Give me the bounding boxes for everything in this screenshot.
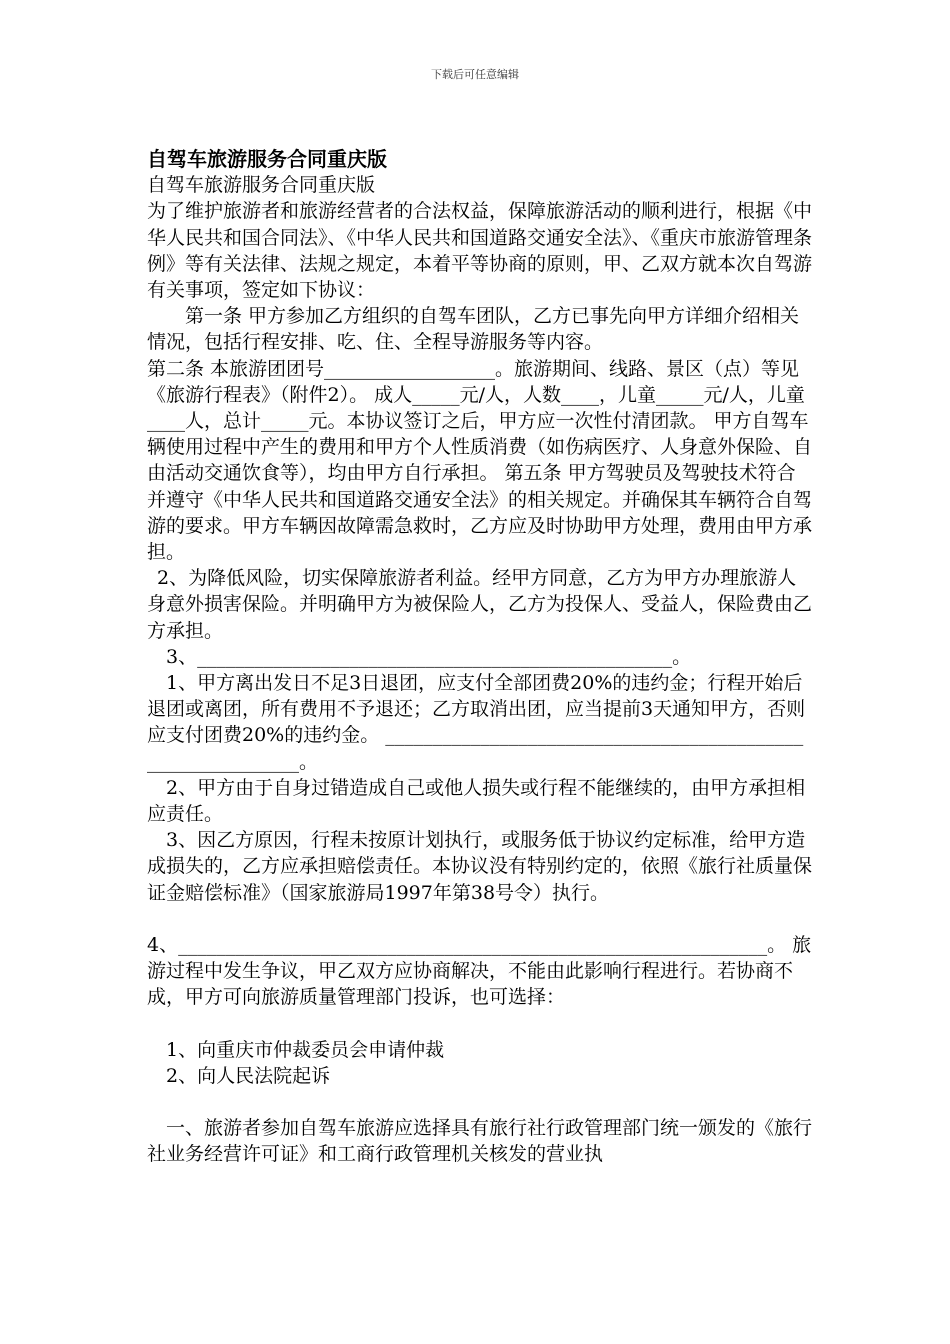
fault-party-b-paragraph: 3、因乙方原因，行程未按原计划执行，或服务低于协议约定标准，给甲方造成损失的，乙方应承担赔偿责任。本协议没有特别约定的，依照《旅行社质量保证金赔偿标准》（国家旅游局1997年第38号令）执行。 [147, 829, 813, 904]
closing-paragraph: 一、旅游者参加自驾车旅游应选择具有旅行社行政管理部门统一颁发的《旅行社业务经营许可证》和工商行政管理机关核发的营业执 [147, 1116, 813, 1166]
item-4-paragraph: 4、______________________________________________________________。 旅游过程中发生争议，甲乙双方应协商解决，不能由此影响行程进行。若协商不成，甲方可向旅游质量管理部门投诉，也可选择： [147, 933, 812, 1009]
spacer [147, 1089, 812, 1115]
option-2-line: 2、向人民法院起诉 [166, 1064, 331, 1087]
document-title: 自驾车旅游服务合同重庆版 [147, 147, 387, 171]
document-subtitle: 自驾车旅游服务合同重庆版 [147, 174, 376, 197]
spacer [147, 906, 812, 932]
article-2-paragraph: 第二条 本旅游团团号__________________。旅游期间、线路、景区（点）等见《旅游行程表》（附件2）。 成人_____元/人，人数____，儿童_____元/人，儿童____人，总计_____元。本协议签订之后，甲方应一次性付清团款。 甲方自驾车辆使用过程中产生的费用和甲方个人性质消费（如伤病医疗、人身意外保险、自由活动交通饮食等），均由甲方自行承担。 第五条 甲方驾驶员及驾驶技术符合并遵守《中华人民共和国道路交通安全法》的相关规定。并确保其车辆符合自驾游的要求。甲方车辆因故障需急救时，乙方应及时协助甲方处理，费用由甲方承担。 [147, 357, 813, 564]
item-3-blank-line: 3、__________________________________________________。 [166, 645, 692, 668]
fault-party-a-paragraph: 2、甲方由于自身过错造成自己或他人损失或行程不能继续的，由甲方承担相应责任。 [147, 776, 806, 826]
option-1-line: 1、向重庆市仲裁委员会申请仲裁 [166, 1038, 445, 1061]
article-1-paragraph: 第一条 甲方参加乙方组织的自驾车团队，乙方已事先向甲方详细介绍相关情况，包括行程安排、吃、住、全程导游服务等内容。 [147, 305, 800, 354]
insurance-paragraph: 2、为降低风险，切实保障旅游者利益。经甲方同意，乙方为甲方办理旅游人身意外损害保险。并明确甲方为被保险人，乙方为投保人、受益人，保险费由乙方承担。 [147, 567, 813, 642]
spacer [147, 1011, 812, 1037]
withdrawal-paragraph: 1、甲方离出发日不足3日退团，应支付全部团费20%的违约金；行程开始后退团或离团，所有费用不予退还；乙方取消出团，应当提前3天通知甲方，否则应支付团费20%的违约金。 ____________________________________________________________。 [147, 672, 806, 773]
preamble-paragraph: 为了维护旅游者和旅游经营者的合法权益，保障旅游活动的顺利进行，根据《中华人民共和国合同法》、《中华人民共和国道路交通安全法》、《重庆市旅游管理条例》等有关法律、法规之规定，本着平等协商的原则，甲、乙双方就本次自驾游有关事项，签定如下协议： [147, 200, 813, 302]
header-note: 下载后可任意编辑 [431, 68, 519, 81]
document-body [147, 146, 812, 1167]
